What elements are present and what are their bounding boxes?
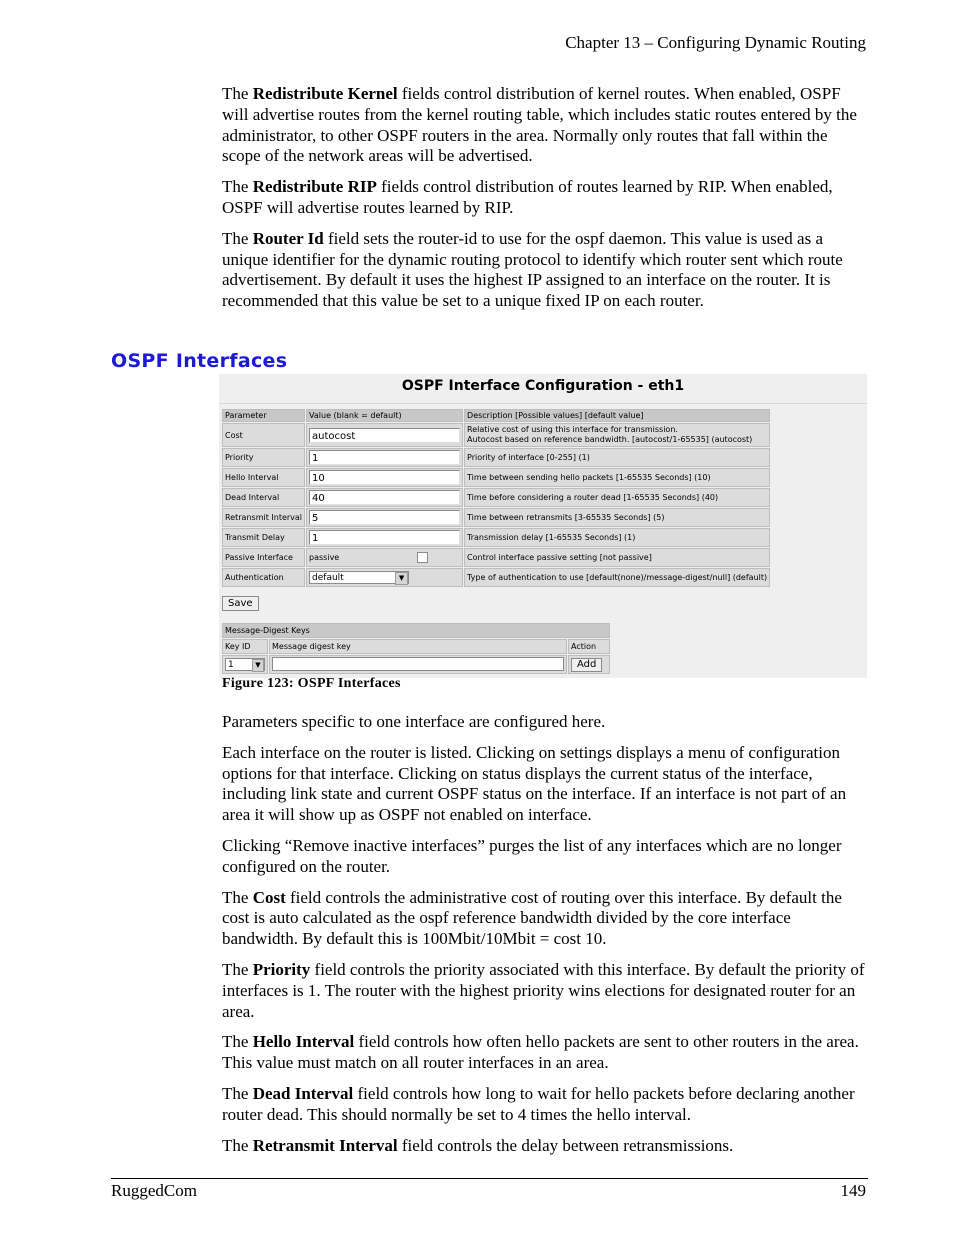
ospf-interface-figure bbox=[219, 374, 867, 678]
table-header-row bbox=[222, 409, 770, 422]
footer-company: RuggedCom bbox=[111, 1181, 197, 1200]
figure-divider bbox=[219, 403, 867, 404]
passive-label: passive bbox=[309, 553, 340, 562]
param-description-line2: Autocost based on reference bandwidth. [autocost/1-65535] (autocost) bbox=[467, 435, 753, 444]
param-description: Relative cost of using this interface for transmission. bbox=[467, 425, 678, 434]
retransmit-interval-input[interactable]: 5 bbox=[309, 510, 460, 525]
paragraph-priority: The Priority field controls the priority associated with this interface. By default the priority of interfaces is 1. The router with the highest priority wins elections for designated router for an area. bbox=[222, 959, 865, 1021]
md-header-row bbox=[222, 639, 610, 654]
cost-input[interactable]: autocost bbox=[309, 428, 460, 443]
md-keys-title: Message-Digest Keys bbox=[222, 623, 610, 638]
table-row-cost bbox=[222, 423, 770, 447]
param-description: Transmission delay [1-65535 Seconds] (1) bbox=[464, 528, 770, 547]
passive-checkbox[interactable] bbox=[417, 552, 428, 563]
chevron-down-icon: ▼ bbox=[395, 572, 408, 585]
param-label: Transmit Delay bbox=[222, 528, 305, 547]
column-header-action: Action bbox=[568, 639, 610, 654]
paragraph-router-id: The Router Id field sets the router-id to use for the ospf daemon. This value is used as a unique identifier for the dynamic routing protocol to identify which router sent which route advertisement. By default it uses the highest IP assigned to an interface on the router. It is recommended that this value be set to a unique fixed IP on each router. bbox=[222, 228, 843, 311]
intro-text bbox=[222, 84, 868, 322]
paragraph-cost: The Cost field controls the administrative cost of routing over this interface. By default the cost is auto calculated as the ospf reference bandwidth divided by the core interface bandwidth. By default this is 100Mbit/10Mbit = cost 10. bbox=[222, 887, 842, 949]
dead-interval-input[interactable]: 40 bbox=[309, 490, 460, 505]
add-button[interactable]: Add bbox=[571, 658, 602, 672]
paragraph-retransmit-interval: The Retransmit Interval field controls the delay between retransmissions. bbox=[222, 1135, 734, 1155]
paragraph-redistribute-rip: The Redistribute RIP fields control distribution of routes learned by RIP. When enabled, OSPF will advertise routes learned by RIP. bbox=[222, 177, 833, 217]
authentication-select[interactable]: default ▼ bbox=[309, 571, 409, 584]
column-header-description: Description [Possible values] [default value] bbox=[464, 409, 770, 422]
param-label: Hello Interval bbox=[222, 468, 305, 487]
param-label: Priority bbox=[222, 448, 305, 467]
table-row-priority bbox=[222, 448, 770, 467]
paragraph-remove-inactive: Clicking “Remove inactive interfaces” purges the list of any interfaces which are no longer configured on the router. bbox=[222, 835, 842, 876]
param-label: Dead Interval bbox=[222, 488, 305, 507]
column-header-value: Value (blank = default) bbox=[306, 409, 463, 422]
figure-title: OSPF Interface Configuration - eth1 bbox=[401, 378, 685, 394]
figure-caption: Figure 123: OSPF Interfaces bbox=[222, 676, 401, 691]
interface-config-table bbox=[221, 408, 771, 588]
column-header-key-id: Key ID bbox=[222, 639, 268, 654]
md-input-row bbox=[222, 655, 610, 674]
section-heading: OSPF Interfaces bbox=[111, 350, 288, 372]
chevron-down-icon: ▼ bbox=[252, 659, 264, 672]
page-number: 149 bbox=[840, 1181, 866, 1200]
param-label: Cost bbox=[222, 423, 305, 447]
md-title-row bbox=[222, 623, 610, 638]
column-header-parameter: Parameter bbox=[222, 409, 305, 422]
table-row-passive-interface bbox=[222, 548, 770, 567]
param-description: Time before considering a router dead [1-65535 Seconds] (40) bbox=[464, 488, 770, 507]
table-row-dead-interval bbox=[222, 488, 770, 507]
key-id-select[interactable]: 1 ▼ bbox=[225, 658, 265, 671]
param-label: Authentication bbox=[222, 568, 305, 587]
body-text bbox=[222, 712, 868, 1166]
param-description: Control interface passive setting [not passive] bbox=[464, 548, 770, 567]
param-description: Priority of interface [0-255] (1) bbox=[464, 448, 770, 467]
column-header-message-digest-key: Message digest key bbox=[269, 639, 567, 654]
param-description: Type of authentication to use [default(none)/message-digest/null] (default) bbox=[464, 568, 770, 587]
footer-divider bbox=[111, 1178, 868, 1179]
hello-interval-input[interactable]: 10 bbox=[309, 470, 460, 485]
param-label: Passive Interface bbox=[222, 548, 305, 567]
priority-input[interactable]: 1 bbox=[309, 450, 460, 465]
param-label: Retransmit Interval bbox=[222, 508, 305, 527]
chapter-header: Chapter 13 – Configuring Dynamic Routing bbox=[565, 33, 866, 52]
param-description: Time between retransmits [3-65535 Seconds] (5) bbox=[464, 508, 770, 527]
paragraph-redistribute-kernel: The Redistribute Kernel fields control distribution of kernel routes. When enabled, OSPF will advertise routes from the kernel routing table, which includes static routes entered by the administrator, to other OSPF routers in the area. Normally only routes that fall within the scope of the network areas will be advertised. bbox=[222, 84, 857, 166]
param-description: Time between sending hello packets [1-65535 Seconds] (10) bbox=[464, 468, 770, 487]
paragraph-interface-intro: Parameters specific to one interface are configured here. bbox=[222, 712, 606, 731]
message-digest-key-input[interactable] bbox=[272, 657, 564, 671]
table-row-transmit-delay bbox=[222, 528, 770, 547]
message-digest-keys-table bbox=[221, 622, 611, 675]
table-row-retransmit-interval bbox=[222, 508, 770, 527]
table-row-authentication bbox=[222, 568, 770, 587]
paragraph-dead-interval: The Dead Interval field controls how long to wait for hello packets before declaring another router dead. This should normally be set to 4 times the hello interval. bbox=[222, 1083, 855, 1124]
table-row-hello-interval bbox=[222, 468, 770, 487]
save-button[interactable]: Save bbox=[222, 596, 259, 611]
paragraph-hello-interval: The Hello Interval field controls how often hello packets are sent to other routers in the area. This value must match on all router interfaces in an area. bbox=[222, 1032, 859, 1073]
transmit-delay-input[interactable]: 1 bbox=[309, 530, 460, 545]
paragraph-interface-listing: Each interface on the router is listed. Clicking on settings displays a menu of configuration options for that interface. Clicking on status displays the current status of the interface, including link state and current OSPF status on the interface. If an interface is not part of an area it will show up as OSPF not enabled on interface. bbox=[222, 742, 847, 825]
